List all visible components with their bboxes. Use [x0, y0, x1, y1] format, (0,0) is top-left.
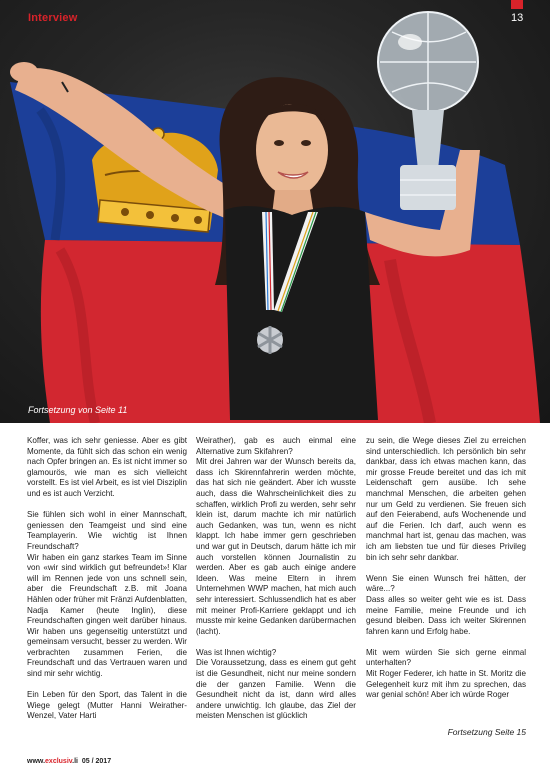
interview-question: Wenn Sie einen Wunsch frei hätten, der wäre...? — [366, 573, 526, 594]
article-column-2 — [196, 436, 356, 733]
interview-answer: Wir haben ein ganz starkes Team im Sinne von «wir sind wirklich gut befreundet»! Klar will im Rennen jede von uns schnell sein, aber die Freundschaft z.B. mit Joana Hählen oder früher mit Fränzi Aufdenblatten, Nadja Kamer (heute Inglin), diese Freundschaften gingen weit darüber hinaus. Wir haben uns gegenseitig unterstützt und gemeinsam versucht, besser zu werden. Wir verbrachten zusammen Ferien, die Freundschaft und das Vertrauen waren und sind mir sehr wichtig. — [27, 552, 187, 679]
interview-question: Ein Leben für den Sport, das Talent in die Wiege gelegt (Mutter Hanni Weirather- Wenzel, Vater Harti — [27, 690, 187, 721]
page-marker — [511, 0, 523, 9]
photo-caption: Fortsetzung von Seite 11 — [28, 405, 128, 415]
page-number: 13 — [511, 12, 524, 24]
article-column-1 — [27, 436, 187, 733]
footer-brand: exclusiv — [45, 758, 73, 765]
paragraph: Koffer, was ich sehr geniesse. Aber es gibt Momente, da fühlt sich das schon ein wenig nach Opfer bringen an. Es ist nicht immer so glamourös, wie man es sich vielleicht vorstellt. Es ist viel Arbeit, es ist viel Disziplin und es ist auch Verzicht. — [27, 436, 187, 498]
interview-answer: Die Voraussetzung, dass es einem gut geht ist die Gesundheit, nicht nur meine sondern die der ganzen Familie. Wenn die Gesundheit nicht da ist, dann wird alles andere unwichtig. Ich glaube, das Ziel der meisten Menschen ist glücklich — [196, 658, 356, 721]
footer-url-prefix: www. — [27, 758, 46, 765]
section-tag: Interview — [28, 12, 78, 24]
interview-question: Weirather), gab es auch einmal eine Alternative zum Skifahren? — [196, 436, 356, 456]
footer-url-suffix: .li — [72, 758, 78, 765]
interview-question: Mit wem würden Sie sich gerne einmal unterhalten? — [366, 647, 526, 668]
paragraph: zu sein, die Wege dieses Ziel zu erreichen sind unterschiedlich. Ich persönlich bin sehr dankbar, dass ich etwas machen kann, das mir grosse Freude bereitet und das ich mit Leidenschaft gern ausübe. Ich sehe manchmal Menschen, die arbeiten gehen nur um Geld zu verdienen. Sie freuen sich auf den Feierabend, aufs Wochenende und auf die Ferien. Ich darf, auch wenn es manchmal hart ist, genau das machen, was ich am liebsten tue und für dieses Privileg bin ich sehr sehr dankbar. — [366, 436, 526, 562]
interview-question: Was ist Ihnen wichtig? — [196, 647, 277, 657]
article-column-3 — [366, 436, 526, 711]
interview-answer: Mit Roger Federer, ich hatte in St. Moritz die Gelegenheit kurz mit ihm zu sprechen, das war genial schön! Aber ich würde Roger — [366, 669, 526, 700]
continued-to-note: Fortsetzung Seite 15 — [447, 727, 526, 737]
footer-issue: 05 / 2017 — [81, 758, 112, 765]
footer-publication — [27, 758, 111, 765]
interview-answer: Dass alles so weiter geht wie es ist. Dass meine Familie, meine Freunde und ich gesund bleiben. Dass ich weiter Skirennen fahren kann und Erfolg habe. — [366, 594, 526, 636]
interview-question: Sie fühlen sich wohl in einer Mannschaft, geniessen den Teamgeist und sind eine Teamplayerin. Wie wichtig ist Ihnen Freundschaft? — [27, 510, 187, 551]
interview-answer: Mit drei Jahren war der Wunsch bereits da, dass ich Skirennfahrerin werden möchte, das hat sich nie geändert. Aber ich wusste auch, dass die Wahrscheinlichkeit dies zu schaffen, wirklich Profi zu werden, sehr sehr klein ist, darum machte ich mir natürlich auch Gedanken, was tun, wenn es nicht klappt. Ich habe immer gern geschrieben und war gut in Deutsch, darum hätte ich mir auch vorstellen können Journalistin zu werden. Aber es gab auch einige andere Ideen. Was meine Eltern in ihrem Unternehmen WWP machen, hat mich auch sehr interessiert. Schlussendlich hat es aber mit meiner Profi-Karriere geklappt und ich musste mir keine Gedanken darübermachen (lacht). — [196, 457, 356, 636]
